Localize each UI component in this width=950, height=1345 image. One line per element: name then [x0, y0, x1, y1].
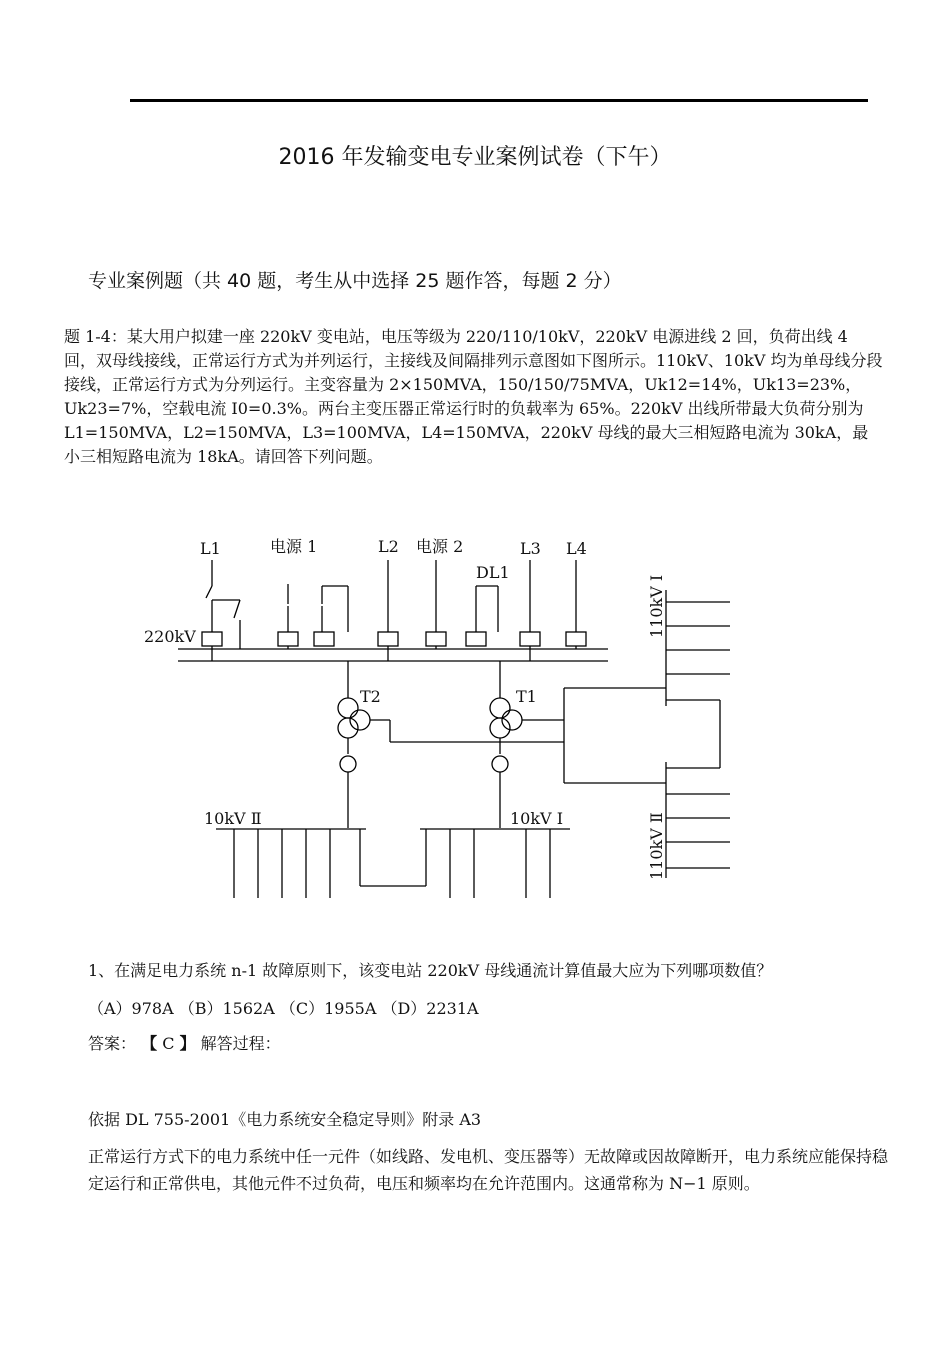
label-source-1: 电源 1	[270, 537, 318, 556]
label-bus-110kv-1: 110kV Ⅰ	[647, 574, 666, 638]
wiring-diagram	[130, 528, 750, 908]
label-T1: T1	[516, 687, 537, 706]
answer-close: 】	[179, 1034, 196, 1053]
answer-prefix: 答案：	[88, 1034, 137, 1053]
label-L2: L2	[378, 537, 399, 556]
question-1: 1、在满足电力系统 n-1 故障原则下，该变电站 220kV 母线通流计算值最大应为下列哪项数值？	[88, 961, 773, 980]
answer-open: 【	[141, 1034, 158, 1053]
section-heading: 专业案例题（共 40 题，考生从中选择 25 题作答，每题 2 分）	[88, 270, 622, 292]
question-1-options: （A）978A （B）1562A （C）1955A （D）2231A	[88, 999, 479, 1018]
label-bus-220kv: 220kV	[144, 627, 196, 646]
label-L1: L1	[200, 539, 221, 558]
label-DL1: DL1	[476, 563, 510, 582]
reference-line: 依据 DL 755-2001《电力系统安全稳定导则》附录 A3	[88, 1110, 482, 1129]
page-title: 2016 年发输变电专业案例试卷（下午）	[278, 145, 672, 170]
explanation: 正常运行方式下的电力系统中任一元件（如线路、发电机、变压器等）无故障或因故障断开，电力系统应能保持稳定运行和正常供电，其他元件不过负荷，电压和频率均在允许范围内。这通常称为 N−1 原则。	[88, 1147, 889, 1193]
label-source-2: 电源 2	[416, 537, 464, 556]
label-bus-10kv-1: 10kV Ⅰ	[510, 809, 564, 828]
answer-suffix: 解答过程：	[200, 1034, 281, 1053]
answer-line	[88, 1031, 281, 1054]
problem-statement: 题 1-4：某大用户拟建一座 220kV 变电站，电压等级为 220/110/10kV，220kV 电源进线 2 回，负荷出线 4 回，双母线接线，正常运行方式为并列运行，主接线及间隔排列示意图如下图所示。110kV、10kV 均为单母线分段接线，正常运行方式为分列运行。主变容量为 2×150MVA，150/150/75MVA，Uk12=14%，Uk13=23%，Uk23=7%，空载电流 I0=0.3%。两台主变压器正常运行时的负载率为 65%。220kV 出线所带最大负荷分别为 L1=150MVA，L2=150MVA，L3=100MVA，L4=150MVA，220kV 母线的最大三相短路电流为 30kA，最小三相短路电流为 18kA。请回答下列问题。	[64, 327, 883, 466]
label-T2: T2	[360, 687, 381, 706]
label-bus-110kv-2: 110kV Ⅱ	[647, 812, 666, 880]
header-rule	[130, 99, 868, 102]
label-L4: L4	[566, 539, 587, 558]
answer-value: C	[162, 1034, 175, 1053]
label-bus-10kv-2: 10kV Ⅱ	[204, 809, 262, 828]
label-L3: L3	[520, 539, 541, 558]
